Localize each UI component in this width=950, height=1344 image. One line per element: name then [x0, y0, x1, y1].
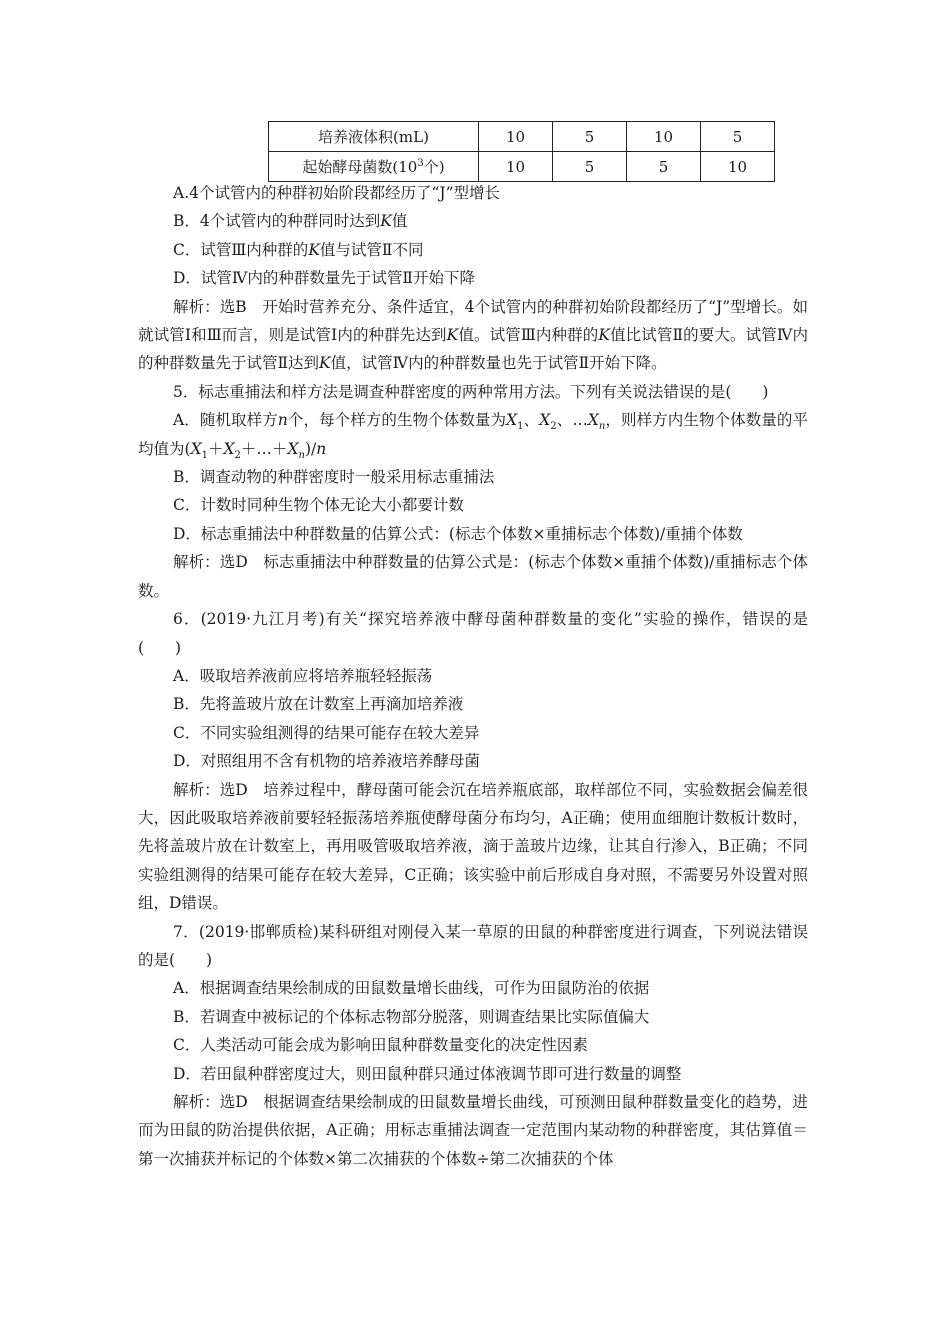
table-row [269, 122, 775, 152]
table-cell: 5 [553, 122, 627, 152]
row-label: 起始酵母菌数($10^3$个) [269, 152, 479, 182]
table-cell: 5 [627, 152, 701, 182]
q7-option-c: C．人类活动可能会成为影响田鼠种群数量变化的决定性因素 [173, 1036, 588, 1055]
q6-option-b: B．先将盖玻片放在计数室上再滴加培养液 [173, 695, 464, 714]
q6-explanation: 解析：选D 培养过程中，酵母菌可能会沉在培养瓶底部，取样部位不同，实验数据会偏差很大，因此吸取培养液前要轻轻振荡培养瓶使酵母菌分布均匀，A正确；使用血细胞计数板计数时，先将盖玻片放在计数室上，再用吸管吸取培养液，滴于盖玻片边缘，让其自行渗入，B正确；不同实验组测得的结果可能存在较大差异，C正确；该实验中前后形成自身对照，不需要另外设置对照组，D错误。 [138, 780, 808, 913]
table-cell: 5 [553, 152, 627, 182]
table-cell: 10 [627, 122, 701, 152]
q7-explanation: 解析：选D 根据调查结果绘制成的田鼠数量增长曲线，可预测田鼠种群数量变化的趋势，进而为田鼠的防治提供依据，A正确；用标志重捕法调查一定范围内某动物的种群密度，其估算值＝第一次捕获并标记的个体数×第二次捕获的个体数÷第二次捕获的个体 [138, 1093, 808, 1168]
q4-option-d: D．试管Ⅳ内的种群数量先于试管Ⅱ开始下降 [173, 269, 475, 288]
q4-explanation: 解析：选B 开始时营养充分、条件适宜，4个试管内的种群初始阶段都经历了“J”型增长。如就试管Ⅰ和Ⅲ而言，则是试管Ⅰ内的种群先达到K值。试管Ⅲ内种群的K值比试管Ⅱ的要大。试管Ⅳ内的种群数量先于试管Ⅱ达到K值，试管Ⅳ内的种群数量也先于试管Ⅱ开始下降。 [138, 297, 808, 373]
culture-table [268, 121, 775, 182]
q5-option-d: D．标志重捕法中种群数量的估算公式：(标志个体数×重捕标志个体数)/重捕个体数 [173, 524, 743, 543]
q5-explanation: 解析：选D 标志重捕法中种群数量的估算公式是：(标志个体数×重捕个体数)/重捕标志个体数。 [138, 553, 808, 600]
table-cell: 10 [479, 152, 553, 182]
q5-option-a: A．随机取样方n个，每个样方的生物个体数量为$X_1$、$X_2$、$\dots X_n$，则样方内生物个体数量的平均值为$(X_1+X_2+\dots+X_n)/n$ [138, 411, 808, 461]
q5-option-b: B．调查动物的种群密度时一般采用标志重捕法 [173, 468, 495, 487]
table-cell: 5 [701, 122, 775, 152]
q5-stem: 5．标志重捕法和样方法是调查种群密度的两种常用方法。下列有关说法错误的是( ) [173, 382, 769, 401]
q7-stem: 7．(2019·邯郸质检)某科研组对刚侵入某一草原的田鼠的种群密度进行调查，下列说法错误的是( ) [138, 922, 808, 969]
q5-option-c: C．计数时同种生物个体无论大小都要计数 [173, 496, 464, 515]
table-row [269, 152, 775, 182]
q6-option-c: C．不同实验组测得的结果可能存在较大差异 [173, 723, 480, 742]
table-cell: 10 [479, 122, 553, 152]
q6-option-a: A．吸取培养液前应将培养瓶轻轻振荡 [173, 666, 433, 685]
q4-option-a: A.4个试管内的种群初始阶段都经历了“J”型增长 [173, 184, 501, 202]
question-text [138, 179, 808, 1173]
q7-option-a: A．根据调查结果绘制成的田鼠数量增长曲线，可作为田鼠防治的依据 [173, 979, 650, 998]
q6-stem: 6．(2019·九江月考)有关“探究培养液中酵母菌种群数量的变化”实验的操作，错误的是( ) [138, 610, 808, 657]
q4-option-c: C．试管Ⅲ内种群的K值与试管Ⅱ不同 [173, 240, 424, 259]
table-cell: 10 [701, 152, 775, 182]
q7-option-d: D．若田鼠种群密度过大，则田鼠种群只通过体液调节即可进行数量的调整 [173, 1064, 682, 1083]
q4-option-b: B．4个试管内的种群同时达到K值 [173, 212, 408, 231]
q6-option-d: D．对照组用不含有机物的培养液培养酵母菌 [173, 752, 480, 771]
row-label: 培养液体积(mL) [269, 122, 479, 152]
q7-option-b: B．若调查中被标记的个体标志物部分脱落，则调查结果比实际值偏大 [173, 1007, 650, 1026]
